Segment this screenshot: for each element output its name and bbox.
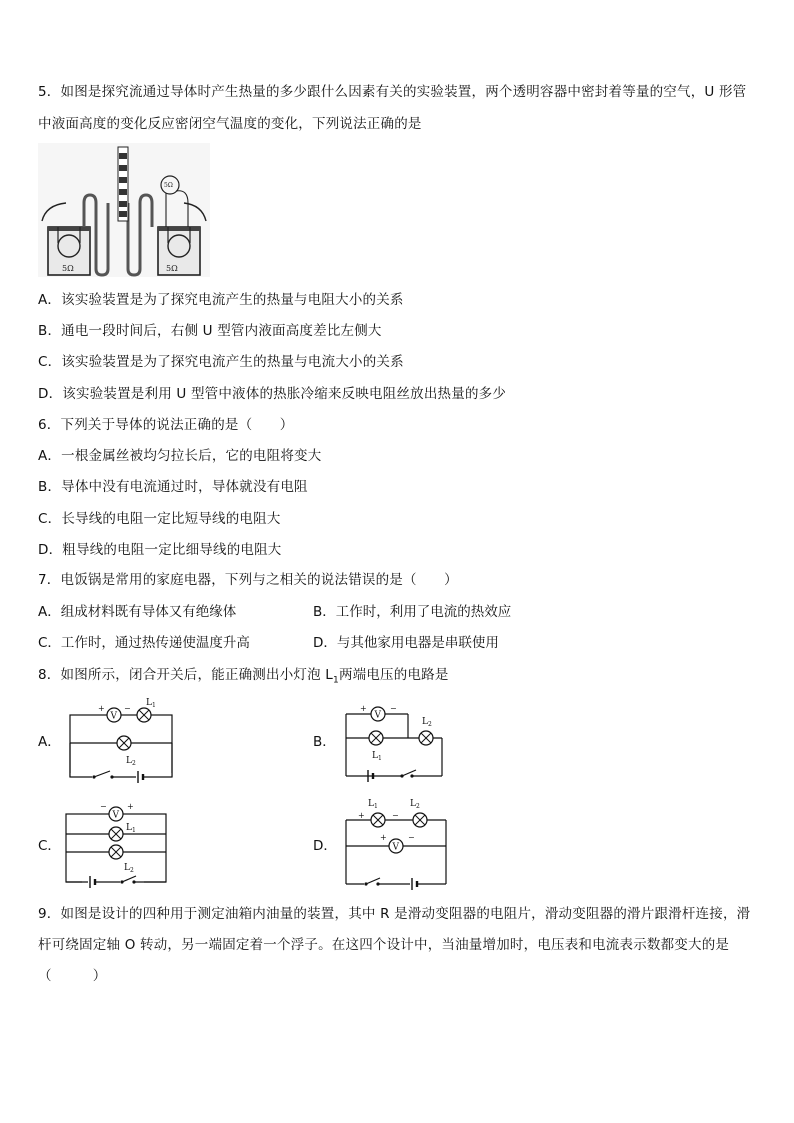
q8-c-minus: − (100, 802, 107, 811)
q8-c-l2-label: L (124, 863, 130, 873)
q8-c-l2-sub: 2 (130, 867, 134, 874)
q7-option-a: A．组成材料既有导体又有绝缘体 (38, 604, 237, 620)
q8-b-l1-sub: 1 (378, 755, 382, 762)
q5-stem-line2: 中液面高度的变化反应密闭空气温度的变化，下列说法正确的是 (38, 116, 422, 132)
q8-option-b-label: B． (313, 734, 336, 750)
q8-option-d-label: D． (313, 838, 337, 854)
q8-b-l2-sub: 2 (428, 721, 432, 728)
q5-right-resistor-label: 5Ω (166, 264, 178, 273)
q6-option-a: A．一根金属丝被均匀拉长后，它的电阻将变大 (38, 448, 322, 464)
q8-a-l1-sub: 1 (152, 702, 156, 709)
q7-option-b: B．工作时，利用了电流的热效应 (313, 604, 512, 620)
q6-option-d: D．粗导线的电阻一定比细导线的电阻大 (38, 542, 282, 558)
q9-stem-line1: 9．如图是设计的四种用于测定油箱内油量的装置，其中 R 是滑动变阻器的电阻片，滑动变阻器的滑片跟滑杆连接，滑 (38, 906, 751, 922)
q8-stem (38, 665, 449, 691)
q8-d-l1-label: L (368, 799, 374, 809)
q8-d-l2-sub: 2 (416, 803, 420, 810)
q8-b-voltmeter-v: V (374, 710, 381, 721)
q5-left-resistor-label: 5Ω (62, 264, 74, 273)
q5-apparatus-figure (38, 143, 210, 277)
q8-b-l1-label: L (372, 751, 378, 761)
q5-option-a: A．该实验装置是为了探究电流产生的热量与电阻大小的关系 (38, 292, 404, 308)
q8-stem-sub: 1 (333, 675, 339, 686)
q8-circuit-c[interactable] (62, 800, 174, 890)
q5-stem-line1: 5．如图是探究流通过导体时产生热量的多少跟什么因素有关的实验装置，两个透明容器中密封着等量的空气，U 形管 (38, 84, 747, 100)
q9-stem-line3: （ ） (38, 968, 107, 984)
q8-a-l2-sub: 2 (132, 760, 136, 767)
q8-d-v-minus: − (408, 833, 415, 842)
q8-b-l2-label: L (422, 717, 428, 727)
q5-top-resistor-label: 5Ω (164, 182, 173, 189)
q5-option-c: C．该实验装置是为了探究电流产生的热量与电流大小的关系 (38, 354, 404, 370)
q8-a-plus: + (98, 704, 105, 713)
q8-c-l1-label: L (126, 823, 132, 833)
q8-c-voltmeter-v: V (112, 810, 119, 821)
q6-option-c: C．长导线的电阻一定比短导线的电阻大 (38, 511, 281, 527)
q8-option-c-label: C． (38, 838, 61, 854)
q7-option-c: C．工作时，通过热传递使温度升高 (38, 635, 250, 651)
q9-stem-line2: 杆可绕固定轴 O 转动，另一端固定着一个浮子。在这四个设计中，当油量增加时，电压表和电流表示数都变大的是 (38, 937, 730, 953)
q6-stem: 6．下列关于导体的说法正确的是（ ） (38, 417, 294, 433)
q8-a-l2-label: L (126, 756, 132, 766)
q8-d-voltmeter-v: V (392, 842, 399, 853)
q8-option-a-label: A． (38, 734, 61, 750)
q5-option-d: D．该实验装置是利用 U 型管中液体的热胀冷缩来反映电阻丝放出热量的多少 (38, 386, 507, 402)
q8-stem-suffix: 两端电压的电路是 (338, 667, 449, 683)
q8-a-minus: − (124, 704, 131, 713)
q8-d-l1-plus: + (358, 811, 365, 820)
q8-b-minus: − (390, 704, 397, 713)
q5-option-b: B．通电一段时间后，右侧 U 型管内液面高度差比左侧大 (38, 323, 382, 339)
q8-b-plus: + (360, 704, 367, 713)
q8-a-l1-label: L (146, 698, 152, 708)
q8-d-l1-minus: − (392, 811, 399, 820)
q8-c-l1-sub: 1 (132, 827, 136, 834)
q6-option-b: B．导体中没有电流通过时，导体就没有电阻 (38, 479, 308, 495)
q7-option-d: D．与其他家用电器是串联使用 (313, 635, 499, 651)
q8-stem-prefix: 8．如图所示，闭合开关后，能正确测出小灯泡 L (38, 667, 334, 683)
q8-d-l1-sub: 1 (374, 803, 378, 810)
q8-circuit-d[interactable] (338, 794, 452, 890)
q8-circuit-a[interactable] (62, 693, 182, 791)
q8-d-l2-label: L (410, 799, 416, 809)
q8-circuit-b[interactable] (338, 700, 450, 784)
q8-a-voltmeter-v: V (110, 711, 117, 722)
q8-d-v-plus: + (380, 833, 387, 842)
q7-stem: 7．电饭锅是常用的家庭电器，下列与之相关的说法错误的是（ ） (38, 572, 458, 588)
q8-c-plus: + (127, 802, 134, 811)
